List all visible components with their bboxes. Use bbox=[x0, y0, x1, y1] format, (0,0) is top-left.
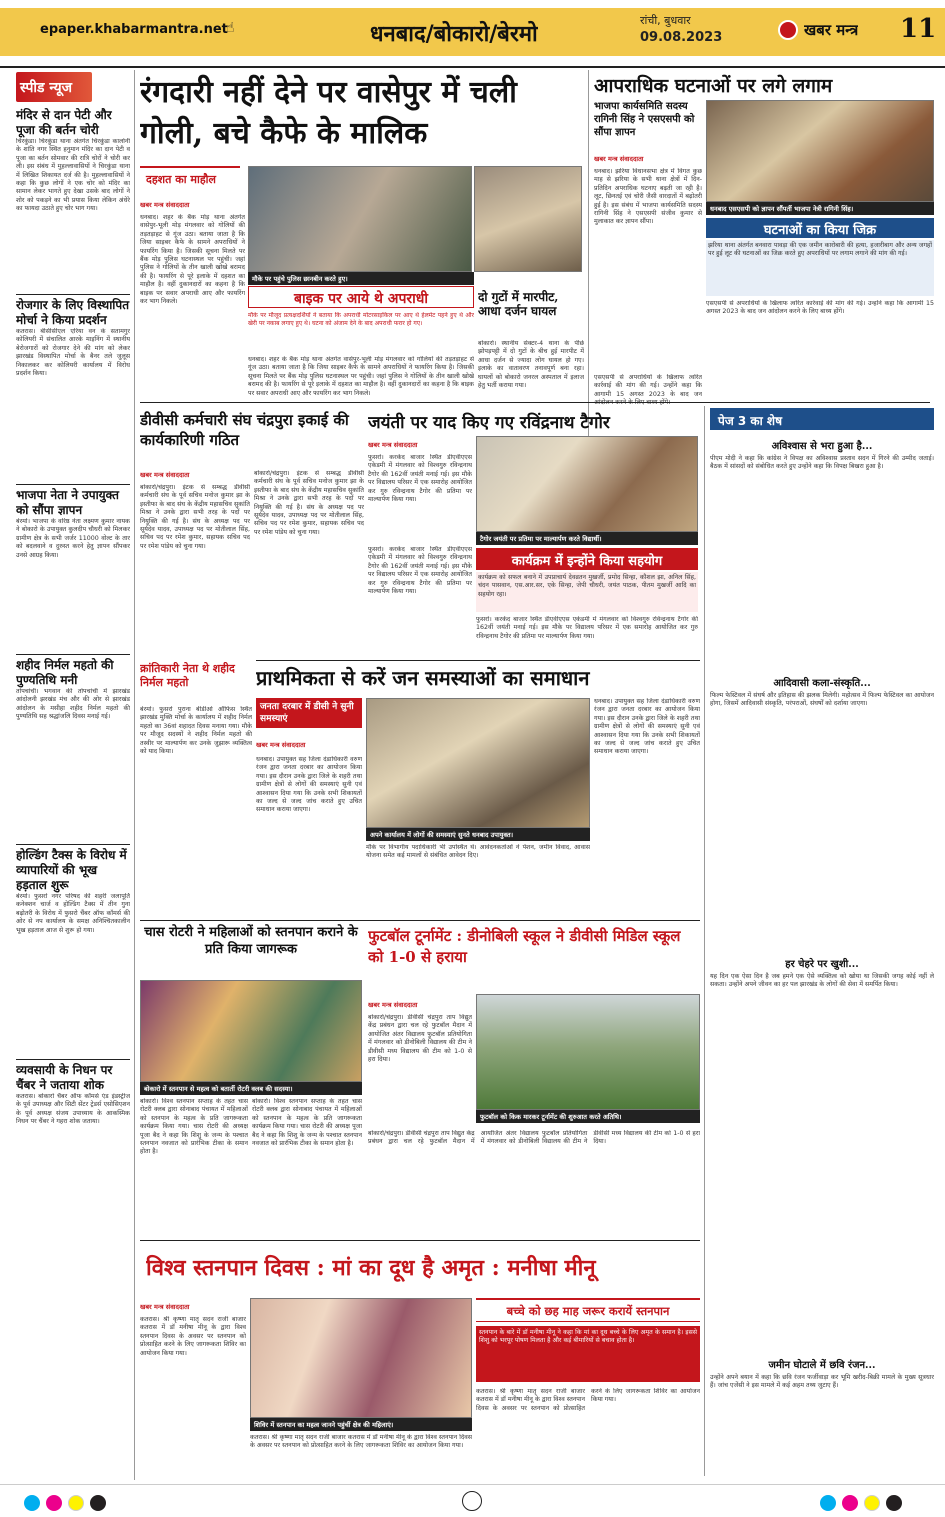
crosshair-icon bbox=[462, 1491, 482, 1511]
page3-section-body: फिल्म फेस्टिवल में संघर्ष और इतिहास की झलक मिलेगी। महोत्सव में फिल्म फेस्टिवल का आयोजन होगा, जिसमें आदिवासी संस्कृति, परंपराओं, संघर्षों को दर्शाया जाएगा। bbox=[710, 692, 934, 708]
crime-body-cont: एसएसपी से अपराधियों के खिलाफ त्वरित कार्रवाई की मांग की गई। उन्होंने कहा कि आगामी 15 अगस्त 2023 के बाद जन bbox=[594, 374, 702, 398]
speed-news-body: कतरास। बोकारो चैंबर ऑफ कॉमर्स एंड इंडस्ट्रीज के पूर्व उपाध्यक्ष और सिटी सेंटर ट्रेडर्स एसोसिएशन के पूर्व अध्यक्ष संजय उपाध्याय के आकस्मिक निधन पर चैंबर ने गहरा शोक जताया। bbox=[16, 1093, 130, 1126]
main-body-cont: धनबाद। शहर के बैंक मोड़ थाना अंतर्गत वासेपुर-भूली मोड़ मंगलवार को गोलियों की तड़तड़ाहट से गूंज उठा। बताया जाता है कि जिया साइबर कैफे के सामने अपराधियों ने फायरिंग किया है। जिसकी सूचना मिलते पर बैंक मोड़ पुलिस घटनास्थल पर पहुंची। जहां पुलिस ने गोलियों के तीन खाली खोखे बरामद की है। फायरिंग से पूरे इलाके में दहशत का माहौल है। वहीं दुकानदारों का कहना है कि बाइक पर सवार अपराधी आए और फायरिंग कर भाग निकले। bbox=[248, 356, 474, 397]
breastfeeding-body-col3: कतरास। श्री कृष्णा मातृ सदन राजी बाजार कतरास में डॉ मनीषा मीनू के द्वारा विश्व स्तनपान दिवस के अवसर पर स्तनपान को प्रोत्साहित करने के लिए जागरूकता शिविर का आयोजन किया गया। bbox=[476, 1388, 700, 1412]
charu-photo-caption: बोकारो में स्तनपान से महत्व को बतातीं रोटरी क्लब की सदस्या। bbox=[140, 1082, 362, 1095]
dvc-dateline: खबर मन्त्र संवाददाता bbox=[140, 471, 190, 479]
football-body: बोकारो/चंद्रपुरा। डीवीसी चंद्रपुरा ताप विद्युत केंद्र प्रबंधन द्वारा चल रहे फुटबॉल मैदान में आयोजित अंतर विद्यालय फुटबॉल प्रतियोगिता में मंगलवार को डीनोबिली विद्यालय की टीम ने डीवीसी मध्य विद्यालय की टीम को 1-0 से हरा दिया। bbox=[368, 1014, 472, 1064]
football-photo bbox=[476, 994, 700, 1110]
registration-marks-left bbox=[24, 1495, 106, 1511]
charu-body: बोकारो। विश्व स्तनपान सप्ताह के तहत चास रोटरी क्लब द्वारा सोनाबाद पंचायत में महिलाओं को स्तनपान के महत्व के प्रति जागरूकता कार्यक्रम किया गया। चास रोटरी की अध्यक्ष पूजा बैद ने कहा कि शिशु के जन्म के पश्चात स्तनपान नवजात को प्रारंभिक टीका के समान होता है। bbox=[140, 1098, 248, 1156]
page3-section-body: उन्होंने अपने बयान में कहा कि छवि रंजन फर्जीवाड़ा कर भूमि खरीद-बिक्री मामले के मुख्य सूत्रधार हैं। जांच एजेंसी ने इस मामले में कई अहम तथ्य जुटाए हैं। bbox=[710, 1374, 934, 1390]
speed-news-title: मंदिर से दान पेटी और पूजा की बर्तन चोरी bbox=[16, 108, 112, 137]
main-photo-caption: मौके पर पहुंचे पुलिस छानबीन करते हुए। bbox=[248, 272, 474, 285]
tagore-headline[interactable]: जयंती पर याद किए गए रविंद्रनाथ टैगोर bbox=[368, 413, 610, 433]
charu-body-col2: बोकारो। विश्व स्तनपान सप्ताह के तहत चास रोटरी क्लब द्वारा सोनाबाद पंचायत में महिलाओं को स्तनपान के महत्व के प्रति जागरूकता कार्यक्रम किया गया। चास रोटरी की अध्यक्ष पूजा बैद ने कहा कि शिशु के जन्म के पश्चात स्तनपान नवजात को प्रारंभिक टीका के समान होता है। bbox=[252, 1098, 362, 1148]
divider bbox=[16, 654, 130, 655]
section-divider bbox=[140, 920, 700, 921]
janta-label: जनता दरबार में डीसी ने सुनी समस्याएं bbox=[256, 698, 362, 728]
main-dateline: खबर मन्त्र संवाददाता bbox=[140, 201, 190, 209]
crime-body: धनबाद। झरिया विधानसभा क्षेत्र में विगत कुछ माह से झरिया के सभी थाना क्षेत्रों में दिन-प्रतिदिन अपराधिक घटनाए बढ़ती जा रही है। लूट, छिनतई एवं चोरी जैसी वारदातों में बढ़ोतरी हुई है। इस संबंध में भाजपा कार्यसमिति सदस्य रागिनी सिंह ने एसएसपी संजीव कुमार से मुलाकात कर ज्ञापन सौंपा। bbox=[594, 168, 702, 226]
divider bbox=[16, 484, 130, 485]
janta-headline[interactable]: प्राथमिकता से करें जन समस्याओं का समाधान bbox=[256, 666, 590, 690]
masthead bbox=[0, 0, 945, 68]
speed-news-title: शहीद निर्मल महतो की पुण्यतिथि मनी bbox=[16, 658, 114, 687]
main-sub-headline: बाइक पर आये थे अपराधी bbox=[248, 286, 474, 308]
speed-news-list bbox=[16, 108, 130, 1478]
tagore-body-col2: फुसरो। करकेंद बाजार स्थित डीएवीएएस एकेडमी में मंगलवार को विश्वगुरु रविन्द्रनाथ टैगोर की 162वीं जयंती मनाई गई। इस मौके पर विद्यालय परिसर में एक समारोह आयोजित कर गुरु रविन्द्रनाथ टैगोर की प्रतिमा पर माल्यार्पण किया गया। bbox=[368, 546, 472, 596]
reg-mark-icon bbox=[864, 1495, 880, 1511]
speed-news-body: तोपचांची। भगवान की तोपचांची में झारखंड आंदोलनी झरखंड मंच और की ओर से झारखंड आंदोलन के मसीहा शहीद निर्मल महतो की पुण्यतिथि सह श्रद्धांजलि दिवस मनाई गई। bbox=[16, 688, 130, 721]
speed-news-body: चिरकुंडा। चिरकुंडा थाना अंतर्गत चिरकुंडा कालोनी के शांति नगर स्थित हनुमान मंदिर का दान पेटी व पूजा का बर्तन सोमवार की रात्रि चोरों ने चोरी कर ली। इस संबंध में मुहल्लावासियों ने चिरकुंडा थाना में लिखित शिकायत दर्ज की है। मुहल्लावासियों ने कहा कि कुछ लोगों ने एक चोर को मंदिर का सामान लेकर भागते हुए देखा उसके बाद लोगों ने शोर को पकड़ने का भी प्रयास किया लेकिन अंधेरे का फायदा उठाते हुए चोर भाग गया। bbox=[16, 138, 130, 213]
janta-photo bbox=[366, 698, 590, 828]
issue-date: 09.08.2023 bbox=[640, 30, 723, 45]
dvc-headline[interactable]: डीवीसी कर्मचारी संघ चंद्रपुरा इकाई की कार्यकारिणी गठित bbox=[140, 411, 349, 449]
page3-section-body: पीएम मोदी ने कहा कि कांग्रेस ने विपक्ष का अविश्वास प्रस्ताव सदन में गिरने की उम्मीद जताई। बैठक में सांसदों को संबोधित करते हुए उन्होंने कहा कि विपक्ष बिखरा हुआ है। bbox=[710, 455, 934, 471]
speed-news-column bbox=[16, 68, 130, 1480]
divider bbox=[16, 294, 130, 295]
reg-mark-icon bbox=[820, 1495, 836, 1511]
nirmal-headline[interactable]: क्रांतिकारी नेता थे शहीद निर्मल महतो bbox=[140, 662, 235, 689]
main-headline[interactable]: रंगदारी नहीं देने पर वासेपुर में चली गोली, बचे कैफे के मालिक bbox=[140, 75, 517, 151]
breastfeeding-body-col2: कतरास। श्री कृष्णा मातृ सदन राजी बाजार कतरास में डॉ मनीषा मीनू के द्वारा विश्व स्तनपान दिवस के अवसर पर स्तनपान को प्रोत्साहित करने के लिए जागरूकता शिविर का आयोजन किया गया। bbox=[250, 1434, 472, 1450]
city-day: रांची, बुधवार bbox=[640, 14, 691, 27]
speed-news-item[interactable] bbox=[16, 848, 130, 1053]
breastfeeding-body: कतरास। श्री कृष्णा मातृ सदन राजी बाजार कतरास में डॉ मनीषा मीनू के द्वारा विश्व स्तनपान दिवस के अवसर पर स्तनपान को प्रोत्साहित करने के लिए जागरूकता शिविर का आयोजन किया गया। bbox=[140, 1316, 246, 1357]
page3-section-title: अविश्वास से भरा हुआ है... bbox=[771, 441, 873, 452]
main-sub-body: मौके पर मौजूद प्रत्यक्षदर्शियों ने बताया कि अपराधी मोटरसाइकिल पर आए थे हेलमेट पहने हुए थे और खेरी पर नकाब लगाए हुए थे। घटना को अंजाम देने के बाद अपराधी फरार हो गए। bbox=[248, 312, 474, 328]
tagore-body-col3: फुसरो। करकेंद बाजार स्थित डीएवीएएस एकेडमी में मंगलवार को विश्वगुरु रविन्द्रनाथ टैगोर की 162वीं जयंती मनाई गई। इस मौके पर विद्यालय परिसर में एक समारोह आयोजित कर गुरु रविन्द्रनाथ टैगोर की प्रतिमा पर माल्यार्पण किया गया। bbox=[476, 616, 698, 640]
page-section: धनबाद/बोकारो/बेरमो bbox=[370, 21, 538, 47]
reg-mark-icon bbox=[68, 1495, 84, 1511]
speed-news-item[interactable] bbox=[16, 488, 130, 648]
speed-news-title: होल्डिंग टैक्स के विरोध में व्यापारियों की भूख हड़ताल शुरू bbox=[16, 848, 127, 892]
side-body: बोकारो। स्थानीय सेक्टर-4 थाना के पीछे झोपड़पट्टी में दो गुटों के बीच हुई मारपीट में आधा दर्जन से ज्यादा लोग घायल हो गए। इलाके का वातावरण तनावपूर्ण बना रहा। घायलों को बोकारो जनरल अस्पताल में इलाज हेतु भर्ती कराया गया। bbox=[478, 340, 584, 390]
speed-news-title: भाजपा नेता ने उपायुक्त को सौंपा ज्ञापन bbox=[16, 488, 119, 517]
breastfeeding-headline[interactable]: विश्व स्तनपान दिवस : मां का दूध है अमृत : मनीषा मीनू bbox=[146, 1255, 596, 1281]
main-photo-2 bbox=[474, 166, 582, 272]
speed-news-title: व्यवसायी के निधन पर चैंबर ने जताया शोक bbox=[16, 1063, 113, 1092]
page3-section-title: जमीन घोटाले में छवि रंजन... bbox=[768, 1360, 876, 1371]
footer-bar bbox=[0, 1484, 945, 1517]
page3-section-title: आदिवासी कला-संस्कृति... bbox=[773, 678, 871, 689]
football-headline[interactable]: फुटबॉल टूर्नामेंट : डीनोबिली स्कूल ने डीवीसी मिडिल स्कूल को 1-0 से हराया bbox=[368, 927, 681, 966]
dvc-body: बोकारो/चंद्रपुरा। इंटक से सम्बद्ध डीवीसी कर्मचारी संघ के पूर्व सचिव मनोज कुमार झा के इस्तीफा के बाद संघ के केंद्रीय महासचिव सुकांति मिश्रा ने उनके द्वारा सभी तरह के पदों पर नियुक्ति की गई है। संघ के अध्यक्ष पद पर सूर्यदेव यादव, उपाध्यक्ष पद पर मोतीलाल सिंह, सचिव पद पर रमेश कुमार, सहायक सचिव पद पर रमेश पांडेय को चुना गया। bbox=[140, 484, 250, 550]
page-number: 11 bbox=[900, 14, 937, 44]
crime-photo-caption: धनबाद एसएसपी को ज्ञापन सौंपतीं भाजपा नेत्री रागिनी सिंह। bbox=[706, 202, 934, 215]
janta-body2: मौके पर विभागीय पदाधिकारी भी उपस्थित थे। आवेदनकर्ताओं ने पेंशन, जमीन विवाद, आवास योजना समेत कई मामलों से संबंधित आवेदन दिए। bbox=[366, 844, 590, 860]
reg-mark-icon bbox=[886, 1495, 902, 1511]
football-photo-caption: फुटबॉल को किक मारकर टूर्नामेंट की शुरुआत करते अतिथि। bbox=[476, 1110, 700, 1123]
column-divider bbox=[134, 70, 135, 1480]
registration-marks-right bbox=[820, 1495, 902, 1511]
reg-mark-icon bbox=[24, 1495, 40, 1511]
section-divider bbox=[140, 1240, 700, 1241]
speed-news-item[interactable] bbox=[16, 1063, 130, 1243]
reg-mark-icon bbox=[46, 1495, 62, 1511]
speed-news-item[interactable] bbox=[16, 298, 130, 478]
tagore-box-body: कार्यक्रम को सफल बनाने में उपप्राचार्य देवव्रतन मुखर्जी, प्रमोद सिन्हा, कौशल झा, अनिल सिंह, चंदन पासवान, एस.आर.सर, एके सिन्हा, जेपी चौधरी, जयंत पाठक, पीतम मुखर्जी आदि का सहयोग रहा। bbox=[476, 572, 698, 612]
crime-photo bbox=[706, 100, 934, 202]
crime-tail-body: एसएसपी से अपराधियों के खिलाफ त्वरित कार्रवाई की मांग की गई। उन्होंने कहा कि आगामी 15 अगस्त 2023 के बाद जन आंदोलन करने के लिए बाध्य होंगे। bbox=[706, 300, 934, 316]
crime-dateline: खबर मन्त्र संवाददाता bbox=[594, 155, 644, 163]
football-body-col2: बोकारो/चंद्रपुरा। डीवीसी चंद्रपुरा ताप विद्युत केंद्र प्रबंधन द्वारा चल रहे फुटबॉल मैदान में आयोजित अंतर विद्यालय फुटबॉल प्रतियोगिता में मंगलवार को डीनोबिली विद्यालय की टीम ने डीवीसी मध्य विद्यालय की टीम को 1-0 से हरा दिया। bbox=[368, 1130, 700, 1146]
main-photo bbox=[248, 166, 472, 272]
divider bbox=[16, 1059, 130, 1060]
section-divider bbox=[256, 660, 700, 661]
janta-body-col3: धनबाद। उपायुक्त सह जिला दंडाधिकारी वरुण रंजन द्वारा जनता दरबार का आयोजन किया गया। इस दौरान उनके द्वारा जिले के शहरी तथा ग्रामीण क्षेत्रों से लोगों की समस्याएं सुनी एवं आश्वासन दिया गया कि उनके सभी शिकायतों का जल्द से जल्द जांच कराते हुए उचित समाधान कराया जाएगा। bbox=[594, 698, 700, 756]
breastfeeding-dateline: खबर मन्त्र संवाददाता bbox=[140, 1303, 190, 1311]
speed-news-item[interactable] bbox=[16, 108, 130, 288]
cursor-icon: ☝ bbox=[226, 20, 235, 36]
page3-bar: पेज 3 का शेष bbox=[710, 408, 934, 430]
divider bbox=[16, 844, 130, 845]
speed-news-body: बेरमो। फुसरो नगर परिषद की शहरी जलापूर्ति कनेक्शन चार्ज व होल्डिंग टैक्स में तीन गुना बढ़ोतरी के विरोध में फुसरो चैंबर ऑफ कॉमर्स की ओर से नप कार्यालय के समक्ष अनिश्चितकालीन भूख हड़ताल आज से शुरू हो गया। bbox=[16, 893, 130, 934]
crime-box-body: झरिया थाना अंतर्गत बनवारा पावड़ा की एक जमीन कारोबारी की हत्या, हजारीबाग और अन्य जगहों पर हुई लूट की घटनाओं का जिक्र करते हुए अपराधियों पर लगाम लगाने की मांग की गई। bbox=[706, 240, 934, 296]
site-url[interactable]: epaper.khabarmantra.net bbox=[40, 22, 228, 37]
nirmal-body: बेरमो। फुसरो पुराना बीडीओ ऑफिस स्थित झारखंड मुक्ति मोर्चा के कार्यालय में शहीद निर्मल महतो का 36वां शहादत दिवस मनाया गया। मौके पर मौजूद सदस्यों ने शहीद निर्मल महतो की तस्वीर पर माल्यार्पण कर उनके जुझारू व्यक्तित्व को याद किया। bbox=[140, 706, 252, 756]
football-dateline: खबर मन्त्र संवाददाता bbox=[368, 1001, 418, 1009]
speed-news-logo: स्पीड न्यूज bbox=[16, 72, 92, 102]
charu-photo bbox=[140, 980, 362, 1082]
side-headline[interactable]: दो गुटों में मारपीट, आधा दर्जन घायल bbox=[478, 290, 559, 318]
main-body: धनबाद। शहर के बैंक मोड़ थाना अंतर्गत वासेपुर-भूली मोड़ मंगलवार को गोलियों की तड़तड़ाहट से गूंज उठा। बताया जाता है कि जिया साइबर कैफे के सामने अपराधियों ने फायरिंग किया है। जिसकी सूचना मिलते पर बैंक मोड़ पुलिस घटनास्थल पर पहुंची। जहां पुलिस ने गोलियों के तीन खाली खोखे बरामद की है। फायरिंग से पूरे इलाके में दहशत का माहौल है। वहीं दुकानदारों का कहना है कि बाइक पर सवार अपराधी आए और फायरिंग कर भाग निकले। bbox=[140, 214, 245, 306]
breastfeeding-box-title: बच्चे को छह माह जरूर करायें स्तनपान bbox=[476, 1298, 700, 1322]
reg-mark-icon bbox=[90, 1495, 106, 1511]
column-divider bbox=[704, 406, 705, 1476]
crime-headline[interactable]: आपराधिक घटनाओं पर लगे लगाम bbox=[594, 75, 833, 97]
janta-body: धनबाद। उपायुक्त सह जिला दंडाधिकारी वरुण रंजन द्वारा जनता दरबार का आयोजन किया गया। इस दौरान उनके द्वारा जिले के शहरी तथा ग्रामीण क्षेत्रों से लोगों की समस्याएं सुनी एवं आश्वासन दिया गया कि उनके सभी शिकायतों का जल्द से जल्द जांच कराते हुए उचित समाधान कराया जाएगा। bbox=[256, 756, 362, 814]
page3-section-title: हर चेहरे पर खुशी... bbox=[785, 959, 859, 970]
speed-news-title: रोजगार के लिए विस्थापित मोर्चा ने किया प्रदर्शन bbox=[16, 298, 130, 327]
charu-headline[interactable]: चास रोटरी ने महिलाओं को स्तनपान कराने के प्रति किया जागरूक bbox=[144, 925, 358, 957]
reg-mark-icon bbox=[842, 1495, 858, 1511]
janta-dateline: खबर मन्त्र संवाददाता bbox=[256, 741, 306, 749]
breastfeeding-box-body: स्तनपान के बारे में डॉ मनीषा मीनू ने कहा कि मां का दूध बच्चे के लिए अमृत के समान है। इससे शिशु को भरपूर पोषण मिलता है और कई बीमारियों से बचाव होता है। bbox=[476, 1326, 700, 1382]
breastfeeding-photo bbox=[250, 1298, 472, 1418]
crime-subheadline: भाजपा कार्यसमिति सदस्य रागिनी सिंह ने एसएसपी को सौंपा ज्ञापन bbox=[594, 101, 695, 138]
speed-news-item[interactable] bbox=[16, 658, 130, 838]
page3-column bbox=[710, 434, 934, 1474]
janta-photo-caption: अपने कार्यालय में लोगों की समस्याएं सुनते धनबाद उपायुक्त। bbox=[366, 828, 590, 841]
tagore-dateline: खबर मन्त्र संवाददाता bbox=[368, 441, 418, 449]
tagore-body: फुसरो। करकेंद बाजार स्थित डीएवीएएस एकेडमी में मंगलवार को विश्वगुरु रविन्द्रनाथ टैगोर की 162वीं जयंती मनाई गई। इस मौके पर विद्यालय परिसर में एक समारोह आयोजित कर गुरु रविन्द्रनाथ टैगोर की प्रतिमा पर माल्यार्पण किया गया। bbox=[368, 454, 472, 504]
brand-name: खबर मन्त्र bbox=[804, 21, 859, 39]
breastfeeding-photo-caption: शिविर में स्तनपान का महत्व जानने पहुंचीं क्षेत्र की महिलाएं। bbox=[250, 1418, 472, 1431]
dvc-body-col2: बोकारो/चंद्रपुरा। इंटक से सम्बद्ध डीवीसी कर्मचारी संघ के पूर्व सचिव मनोज कुमार झा के इस्तीफा के बाद संघ के केंद्रीय महासचिव सुकांति मिश्रा ने उनके द्वारा सभी तरह के पदों पर नियुक्ति की गई है। संघ के अध्यक्ष पद पर सूर्यदेव यादव, उपाध्यक्ष पद पर मोतीलाल सिंह, सचिव पद पर रमेश कुमार, सहायक सचिव पद पर रमेश पांडेय को चुना गया। bbox=[254, 470, 364, 536]
tagore-photo bbox=[476, 436, 698, 532]
main-label: दहशत का माहौल bbox=[140, 166, 240, 188]
crime-box-title: घटनाओं का किया जिक्र bbox=[706, 218, 934, 238]
brand-logo-icon bbox=[778, 20, 798, 40]
tagore-photo-caption: टैगोर जयंती पर प्रतिमा पर माल्यार्पण करते विद्यार्थी। bbox=[476, 532, 698, 545]
section-divider bbox=[140, 402, 930, 403]
page3-section-body: यह दिन एक ऐसा दिन है जब हमने एक ऐसे व्यक्तित्व को खोया था जिसकी जगह कोई नहीं ले सकता। उन्होंने अपने जीवन का हर पल झारखंड के लोगों की सेवा में समर्पित किया। bbox=[710, 973, 934, 989]
speed-news-body: बेरमो। भाजपा के वरिष्ठ नेता लक्ष्मण कुमार नायक ने बोकारो के उपायुक्त कुलदीप चौधरी को मिलकर ग्रामीण क्षेत्र के सभी जर्जर 11000 वोल्ट के तार को बदलवाने व दुरुस्त करने हेतु ज्ञापन सौंपकर उनसे आग्रह किया। bbox=[16, 518, 130, 559]
speed-news-body: कतरास। बीसीसीएल एरिया वन के सतामगुर कोलियरी में संचालित आरके माइनिंग में स्थानीय बेरोजगारों को रोजगार देने की मांग को लेकर झारखंड विस्थापित मोर्चा के बैनर तले जुलूस निकालकर कर कोलियरी कार्यालय में विरोध प्रदर्शन किया। bbox=[16, 328, 130, 378]
tagore-box-title: कार्यक्रम में इन्होंने किया सहयोग bbox=[476, 548, 698, 570]
